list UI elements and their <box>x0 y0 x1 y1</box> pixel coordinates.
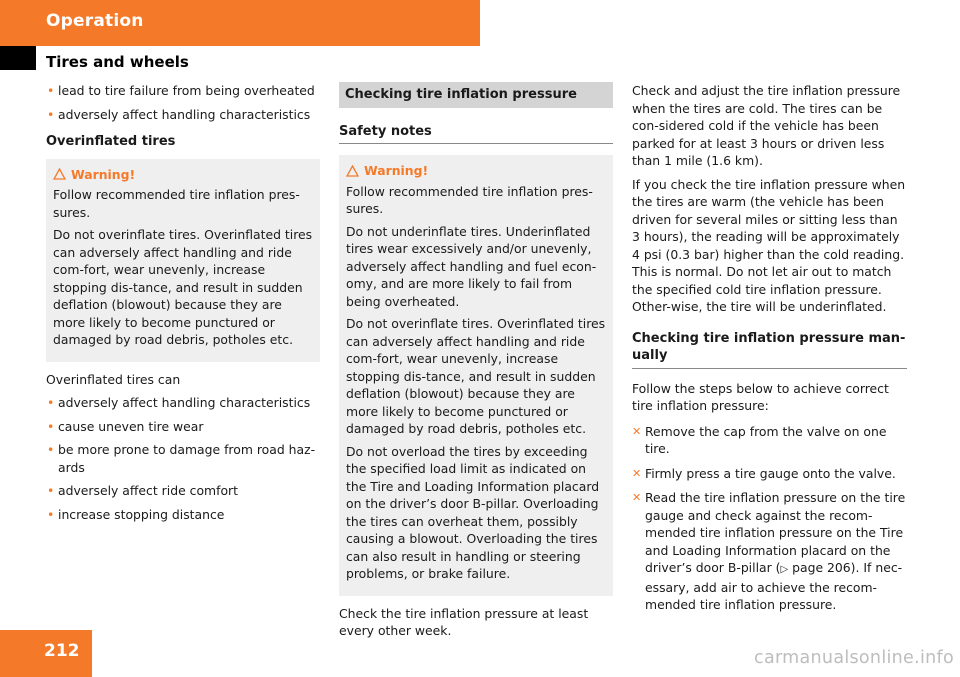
list-item: • increase stopping distance <box>46 506 320 524</box>
closing-paragraph: Check the tire inflation pressure at least every other week. <box>339 605 589 638</box>
list-item: • be more prone to damage from road haz-ards <box>46 441 320 476</box>
watermark: carmanualsonline.info <box>754 648 954 668</box>
manual-check-heading: Checking tire inflation pressure man-ually <box>632 330 907 369</box>
step-text: Read the tire inflation pressure on the tire gauge and check against the recom-mended tire inflation pressure on the Tire and Loading Information placard on the driver’s door B-pillar ( <box>645 490 906 575</box>
section-tab-marker <box>0 46 36 70</box>
list-item: • lead to tire failure from being overheated <box>46 82 320 100</box>
warning-text: Do not overinflate tires. Overinflated tires can adversely affect handling and ride com-fort, wear unevenly, increase stopping dis-tance, and result in sudden deflation (blowout) because they are more likely to become punctured or damaged by road debris, potholes etc. <box>346 316 606 436</box>
list-item: • adversely affect handling characteristics <box>46 394 320 412</box>
column-right <box>632 82 907 621</box>
warning-title: Warning! <box>364 163 429 178</box>
step-arrow-icon: ✕ <box>632 491 642 504</box>
overinflated-heading: Overinflated tires <box>46 134 176 149</box>
warning-triangle-icon <box>53 168 66 180</box>
paragraph: If you check the tire inflation pressure when the tires are warm (the vehicle has been driven for several miles or sitting less than 3 hours), the reading will be approximately 4 psi (0.3 bar) higher than the cold reading. This is normal. Do not let air out to match the specified cold tire inflation pressure. Other-wise, the tire will be underinflated. <box>632 176 906 314</box>
paragraph: Check and adjust the tire inflation pressure when the tires are cold. The tires can be con-sidered cold if the vehicle has been parked for at least 3 hours or driven less than 1 mile (1.6 km). <box>632 83 901 168</box>
warning-text: Follow recommended tire inflation pres-sures. <box>53 187 300 220</box>
warning-triangle-icon <box>346 165 359 177</box>
safety-notes-heading: Safety notes <box>339 123 613 145</box>
warning-header <box>346 162 606 180</box>
warning-text: Do not overload the tires by exceeding the specified load limit as indicated on the Tire and Loading Information placard on the driver’s door B-pillar. Overloading the tires can overheat them, possibly causing a blowout. Overloading the tires can also result in handling or steering problems, or brake failure. <box>346 443 600 581</box>
page-number-box <box>0 630 92 677</box>
warning-box <box>339 155 613 596</box>
page-reference-link[interactable]: page 206 <box>792 560 851 575</box>
step-item <box>632 465 907 483</box>
section-title: Tires and wheels <box>46 53 189 71</box>
section-heading: Checking tire inflation pressure <box>339 82 613 108</box>
steps-intro: Follow the steps below to achieve correct tire inflation pressure: <box>632 380 889 413</box>
list-item: • adversely affect ride comfort <box>46 482 320 500</box>
chapter-title: Operation <box>46 11 144 31</box>
warning-header <box>53 166 313 184</box>
column-middle <box>339 82 613 646</box>
step-text: Remove the cap from the valve on one tire. <box>645 423 887 456</box>
page-reference-icon: ▷ <box>780 564 789 575</box>
page-number: 212 <box>44 641 80 661</box>
step-item <box>632 423 907 458</box>
header-bar <box>0 0 480 46</box>
list-item: • adversely affect handling characteristics <box>46 106 320 124</box>
step-arrow-icon: ✕ <box>632 424 642 438</box>
step-text: Firmly press a tire gauge onto the valve. <box>645 465 896 481</box>
step-item <box>632 489 907 614</box>
column-left <box>46 82 320 529</box>
warning-text: Follow recommended tire inflation pres-sures. <box>346 183 593 216</box>
overinflated-intro: Overinflated tires can <box>46 371 181 387</box>
step-arrow-icon: ✕ <box>632 466 642 480</box>
warning-text: Do not overinflate tires. Overinflated tires can adversely affect handling and ride com-fort, wear unevenly, increase stopping dis-tance, and result in sudden deflation (blowout) because they are more likely to become punctured or damaged by road debris, potholes etc. <box>53 227 313 347</box>
step-text: ). If nec-essary, add air to achieve the recom-mended tire inflation pressure. <box>645 560 903 612</box>
warning-title: Warning! <box>71 166 136 182</box>
warning-text: Do not underinflate tires. Underinflated tires wear excessively and/or unevenly, adversely affect handling and fuel econ-omy, and are more likely to fail from being overheated. <box>346 223 597 309</box>
warning-box <box>46 159 320 362</box>
list-item: • cause uneven tire wear <box>46 418 320 436</box>
